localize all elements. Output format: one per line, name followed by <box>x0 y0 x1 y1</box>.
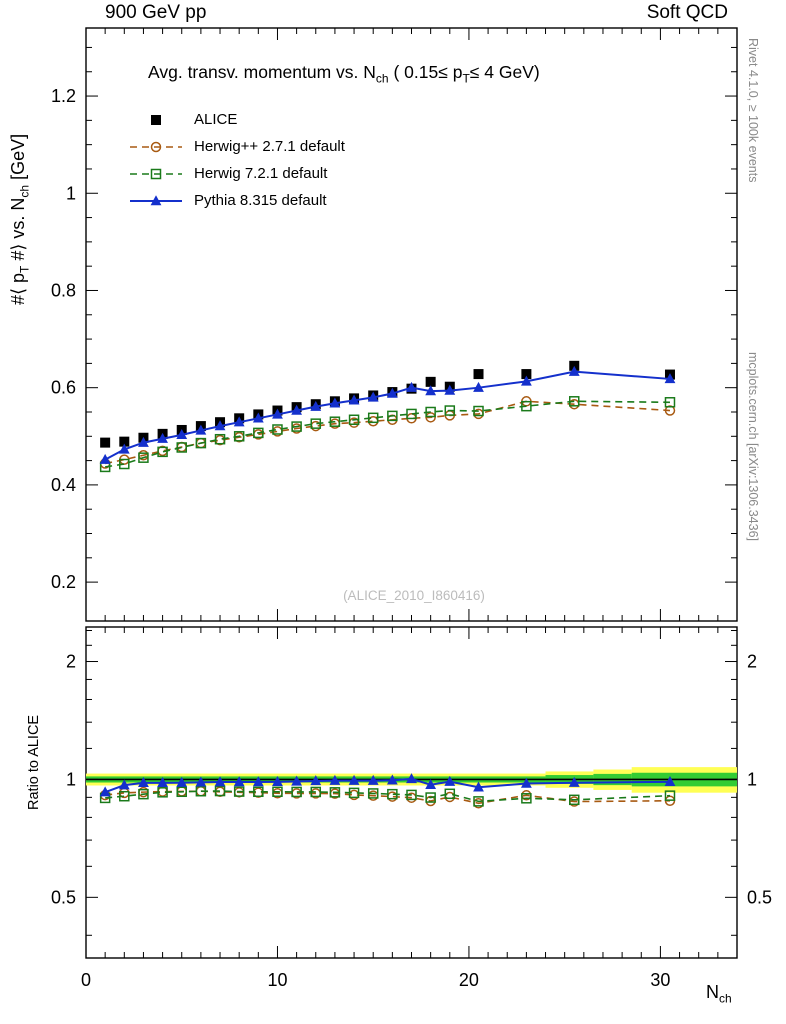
x-tick-label: 0 <box>80 970 92 990</box>
y-tick-label: 1.2 <box>50 86 76 107</box>
x-tick-label: 30 <box>650 970 671 990</box>
plot-title-a: Avg. transv. momentum vs. N <box>148 62 376 82</box>
ratio-y-tick-label: 0.5 <box>50 887 76 908</box>
side-label-mcplots: mcplots.cern.ch [arXiv:1306.3436] <box>746 352 760 541</box>
header-right: Soft QCD <box>646 2 728 23</box>
plot-title-sub-ch: ch <box>375 71 389 86</box>
ratio-y-axis-label: Ratio to ALICE <box>26 714 42 810</box>
y-axis-label-c: [GeV] <box>8 133 28 185</box>
legend-item-0 <box>128 106 345 133</box>
legend-swatch-2 <box>128 164 184 184</box>
legend-marker-0 <box>151 115 161 125</box>
ratio-y-tick-label: 2 <box>65 651 76 672</box>
y-axis-label-b: #⟩ vs. N <box>8 197 28 266</box>
legend-item-1 <box>128 133 345 160</box>
ratio-y-tick-label-right: 1 <box>747 769 758 790</box>
header-left: 900 GeV pp <box>105 2 207 23</box>
plot-title-le1: ≤ <box>438 62 448 82</box>
plot-title-c: p <box>447 62 463 82</box>
y-tick-label: 1 <box>65 183 76 204</box>
y-axis-label-a: #⟨ p <box>8 272 28 305</box>
side-label-rivet: Rivet 4.1.0, ≥ 100k events <box>746 38 760 183</box>
series-marker-0 <box>100 438 110 448</box>
plot-title-le2: ≤ <box>469 62 480 82</box>
ratio-y-tick-label: 1 <box>65 769 76 790</box>
legend-label-0: ALICE <box>194 111 238 128</box>
y-tick-label: 0.6 <box>50 377 76 398</box>
legend <box>128 106 345 214</box>
y-axis-label-sub-t: T <box>17 265 32 273</box>
x-axis-label <box>706 982 732 1006</box>
x-axis-label-sub: ch <box>719 991 732 1006</box>
y-axis-label <box>8 134 32 305</box>
series-marker-3 <box>100 454 111 464</box>
legend-swatch-1 <box>128 137 184 157</box>
plot-title-sub-t: T <box>462 71 470 86</box>
legend-swatch-3 <box>128 191 184 211</box>
y-axis-label-sub-ch: ch <box>17 184 32 198</box>
legend-swatch-0 <box>128 110 184 130</box>
ratio-y-tick-label-right: 2 <box>747 651 758 672</box>
legend-label-3: Pythia 8.315 default <box>194 192 327 209</box>
plot-watermark: (ALICE_2010_I860416) <box>343 588 485 603</box>
series-marker-0 <box>474 369 484 379</box>
plot-title-d: 4 GeV) <box>479 62 540 82</box>
tick-labels-group <box>51 86 772 990</box>
plot-title <box>148 62 540 86</box>
main-series-group <box>100 361 676 472</box>
plot-title-b: ( 0.15 <box>388 62 439 82</box>
x-axis-label-a: N <box>706 982 719 1002</box>
x-tick-label: 20 <box>458 970 479 990</box>
x-tick-label: 10 <box>267 970 288 990</box>
y-tick-label: 0.8 <box>50 280 76 301</box>
legend-item-2 <box>128 160 345 187</box>
legend-label-2: Herwig 7.2.1 default <box>194 165 328 182</box>
legend-label-1: Herwig++ 2.7.1 default <box>194 138 345 155</box>
y-tick-label: 0.2 <box>50 572 76 593</box>
y-tick-label: 0.4 <box>50 474 76 495</box>
legend-item-3 <box>128 187 345 214</box>
ratio-y-tick-label-right: 0.5 <box>747 887 773 908</box>
